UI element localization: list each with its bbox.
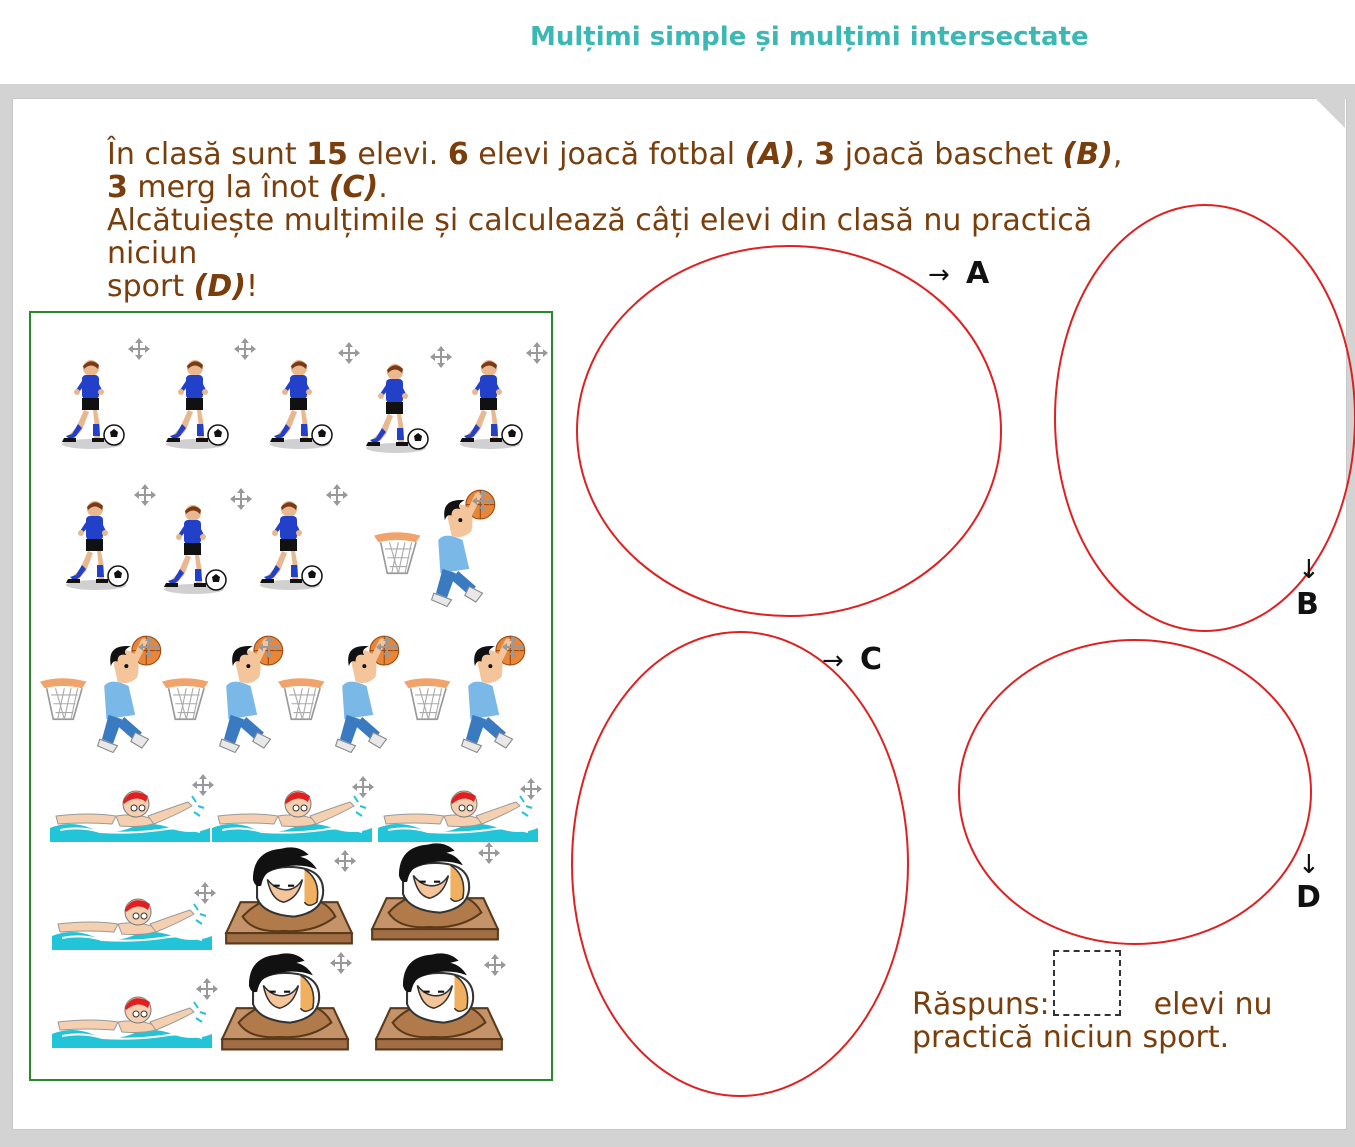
set-b-ref: (B) — [1062, 137, 1113, 172]
move-handle-icon[interactable] — [502, 636, 524, 658]
move-handle-icon[interactable] — [230, 488, 252, 510]
swimming-count: 3 — [107, 170, 128, 205]
footballer-sprite[interactable] — [66, 488, 132, 602]
set-d-label: D — [1296, 880, 1321, 915]
move-handle-icon[interactable] — [330, 952, 352, 974]
set-d-ref: (D) — [193, 269, 246, 304]
move-handle-icon[interactable] — [134, 484, 156, 506]
set-a-ref: (A) — [744, 137, 796, 172]
swimmer-sprite[interactable] — [52, 888, 212, 952]
set-a-label: A — [966, 256, 990, 291]
move-handle-icon[interactable] — [430, 346, 452, 368]
move-handle-icon[interactable] — [326, 484, 348, 506]
basketball-count: 3 — [814, 137, 836, 172]
move-handle-icon[interactable] — [128, 338, 150, 360]
move-handle-icon[interactable] — [234, 338, 256, 360]
footballer-sprite[interactable] — [62, 346, 128, 462]
answer-sentence — [912, 988, 1332, 1054]
move-handle-icon[interactable] — [484, 954, 506, 976]
move-handle-icon[interactable] — [334, 850, 356, 872]
move-handle-icon[interactable] — [478, 842, 500, 864]
swimmer-sprite[interactable] — [50, 780, 210, 844]
set-c-oval[interactable] — [572, 632, 908, 1096]
footballer-sprite[interactable] — [166, 346, 232, 462]
set-b-arrow: ↓ — [1298, 555, 1320, 585]
move-handle-icon[interactable] — [472, 490, 494, 512]
move-handle-icon[interactable] — [376, 636, 398, 658]
swimmer-sprite[interactable] — [212, 780, 372, 844]
move-handle-icon[interactable] — [192, 774, 214, 796]
problem-text: În clasă sunt — [107, 137, 307, 172]
football-count: 6 — [447, 137, 469, 172]
problem-text: , — [795, 137, 815, 172]
problem-text: joacă baschet — [835, 137, 1063, 172]
set-a-arrow: → — [928, 260, 950, 290]
problem-text: elevi joacă fotbal — [468, 137, 745, 172]
set-d-oval[interactable] — [959, 640, 1311, 944]
move-handle-icon[interactable] — [138, 636, 160, 658]
total-students: 15 — [306, 137, 348, 172]
problem-text: ! — [246, 269, 259, 304]
problem-text: merg la înot — [127, 170, 329, 205]
footballer-sprite[interactable] — [366, 350, 432, 466]
problem-text: . — [378, 170, 388, 205]
move-handle-icon[interactable] — [352, 776, 374, 798]
problem-text: sport — [107, 269, 194, 304]
swimmer-sprite[interactable] — [52, 986, 212, 1050]
set-a-oval[interactable] — [577, 246, 1001, 616]
answer-suffix: elevi nu — [1153, 987, 1273, 1022]
answer-line2: practică niciun sport. — [912, 1020, 1230, 1055]
swimmer-sprite[interactable] — [378, 780, 538, 844]
footballer-sprite[interactable] — [460, 346, 526, 462]
footballer-sprite[interactable] — [260, 488, 326, 602]
move-handle-icon[interactable] — [338, 342, 360, 364]
answer-input-box[interactable] — [1053, 950, 1121, 1016]
problem-text: elevi. — [347, 137, 448, 172]
move-handle-icon[interactable] — [196, 978, 218, 1000]
move-handle-icon[interactable] — [258, 636, 280, 658]
problem-instruction: Alcătuiește mulțimile și calculează câți elevi din clasă nu practică niciun — [107, 203, 1093, 271]
footballer-sprite[interactable] — [164, 492, 230, 606]
move-handle-icon[interactable] — [526, 342, 548, 364]
page-title: Mulțimi simple și mulțimi intersectate — [530, 22, 1089, 52]
set-c-ref: (C) — [328, 170, 379, 205]
set-c-label: C — [860, 642, 883, 677]
set-c-arrow: → — [822, 646, 844, 676]
problem-text: , — [1112, 137, 1123, 172]
answer-prefix: Răspuns: — [912, 987, 1050, 1022]
move-handle-icon[interactable] — [194, 882, 216, 904]
move-handle-icon[interactable] — [520, 778, 542, 800]
set-d-arrow: ↓ — [1298, 850, 1320, 880]
footballer-sprite[interactable] — [270, 346, 336, 462]
set-b-label: B — [1296, 587, 1319, 622]
